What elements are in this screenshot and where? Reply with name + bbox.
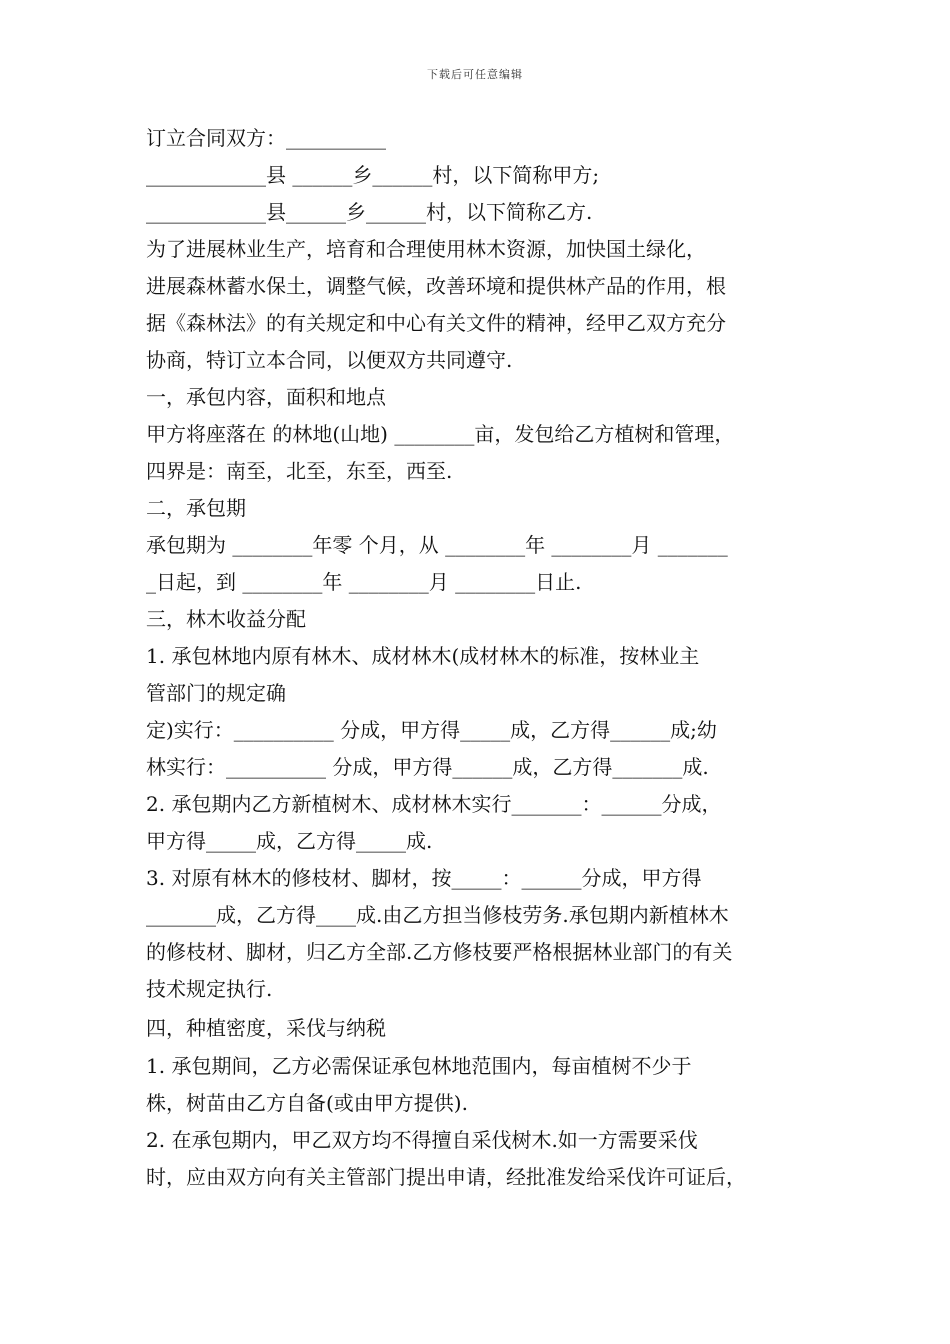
section-heading: 四，种植密度，采伐与纳税: [146, 1016, 386, 1040]
text-line: 承包期为 ________年零 个月，从 ________年 ________月 _______: [146, 533, 728, 557]
text-line: 协商，特订立本合同，以便双方共同遵守.: [146, 348, 513, 372]
section-heading: 三，林木收益分配: [146, 607, 306, 631]
text-line: ____________县______乡______村，以下简称乙方.: [146, 200, 593, 224]
text-line: 2. 在承包期内，甲乙双方均不得擅自采伐树木.如一方需要采伐: [146, 1128, 698, 1152]
text-line: 1. 承包林地内原有林木、成材林木(成材林木的标准，按林业主: [146, 644, 700, 668]
text-line: 技术规定执行.: [146, 977, 273, 1001]
text-line: 进展森林蓄水保土，调整气候，改善环境和提供林产品的作用，根: [146, 274, 726, 298]
text-line: 1. 承包期间，乙方必需保证承包林地范围内，每亩植树不少于: [146, 1054, 692, 1078]
text-line: 甲方将座落在 的林地(山地) ________亩，发包给乙方植树和管理，: [146, 422, 735, 446]
text-line: 时，应由双方向有关主管部门提出申请，经批准发给采伐许可证后，: [146, 1165, 746, 1189]
text-line: 为了进展林业生产，培育和合理使用林木资源，加快国土绿化，: [146, 237, 706, 261]
text-line: 林实行：__________ 分成，甲方得______成，乙方得_______成.: [146, 755, 709, 779]
text-line: 2. 承包期内乙方新植树木、成材林木实行_______：______分成，: [146, 792, 722, 816]
text-line: _日起，到 ________年 ________月 ________日止.: [146, 570, 582, 594]
text-line: 据《森林法》的有关规定和中心有关文件的精神，经甲乙双方充分: [146, 311, 726, 335]
text-line: 定)实行：__________ 分成，甲方得_____成，乙方得______成;幼: [146, 718, 717, 742]
text-line: 甲方得_____成，乙方得_____成.: [146, 829, 433, 853]
text-line: ____________县 ______乡______村，以下简称甲方;: [146, 163, 600, 187]
section-heading: 二，承包期: [146, 496, 246, 520]
text-line: 管部门的规定确: [146, 681, 286, 705]
text-line: 的修枝材、脚材，归乙方全部.乙方修枝要严格根据林业部门的有关: [146, 940, 733, 964]
page-header: 下载后可任意编辑: [427, 68, 523, 81]
section-heading: 一，承包内容，面积和地点: [146, 385, 386, 409]
text-line: 株，树苗由乙方自备(或由甲方提供).: [146, 1091, 468, 1115]
text-line: _______成，乙方得____成.由乙方担当修枝劳务.承包期内新植林木: [146, 903, 729, 927]
text-line: 四界是：南至，北至，东至，西至.: [146, 459, 453, 483]
text-line: 订立合同双方：__________: [146, 126, 386, 150]
text-line: 3. 对原有林木的修枝材、脚材，按_____：______分成，甲方得: [146, 866, 702, 890]
